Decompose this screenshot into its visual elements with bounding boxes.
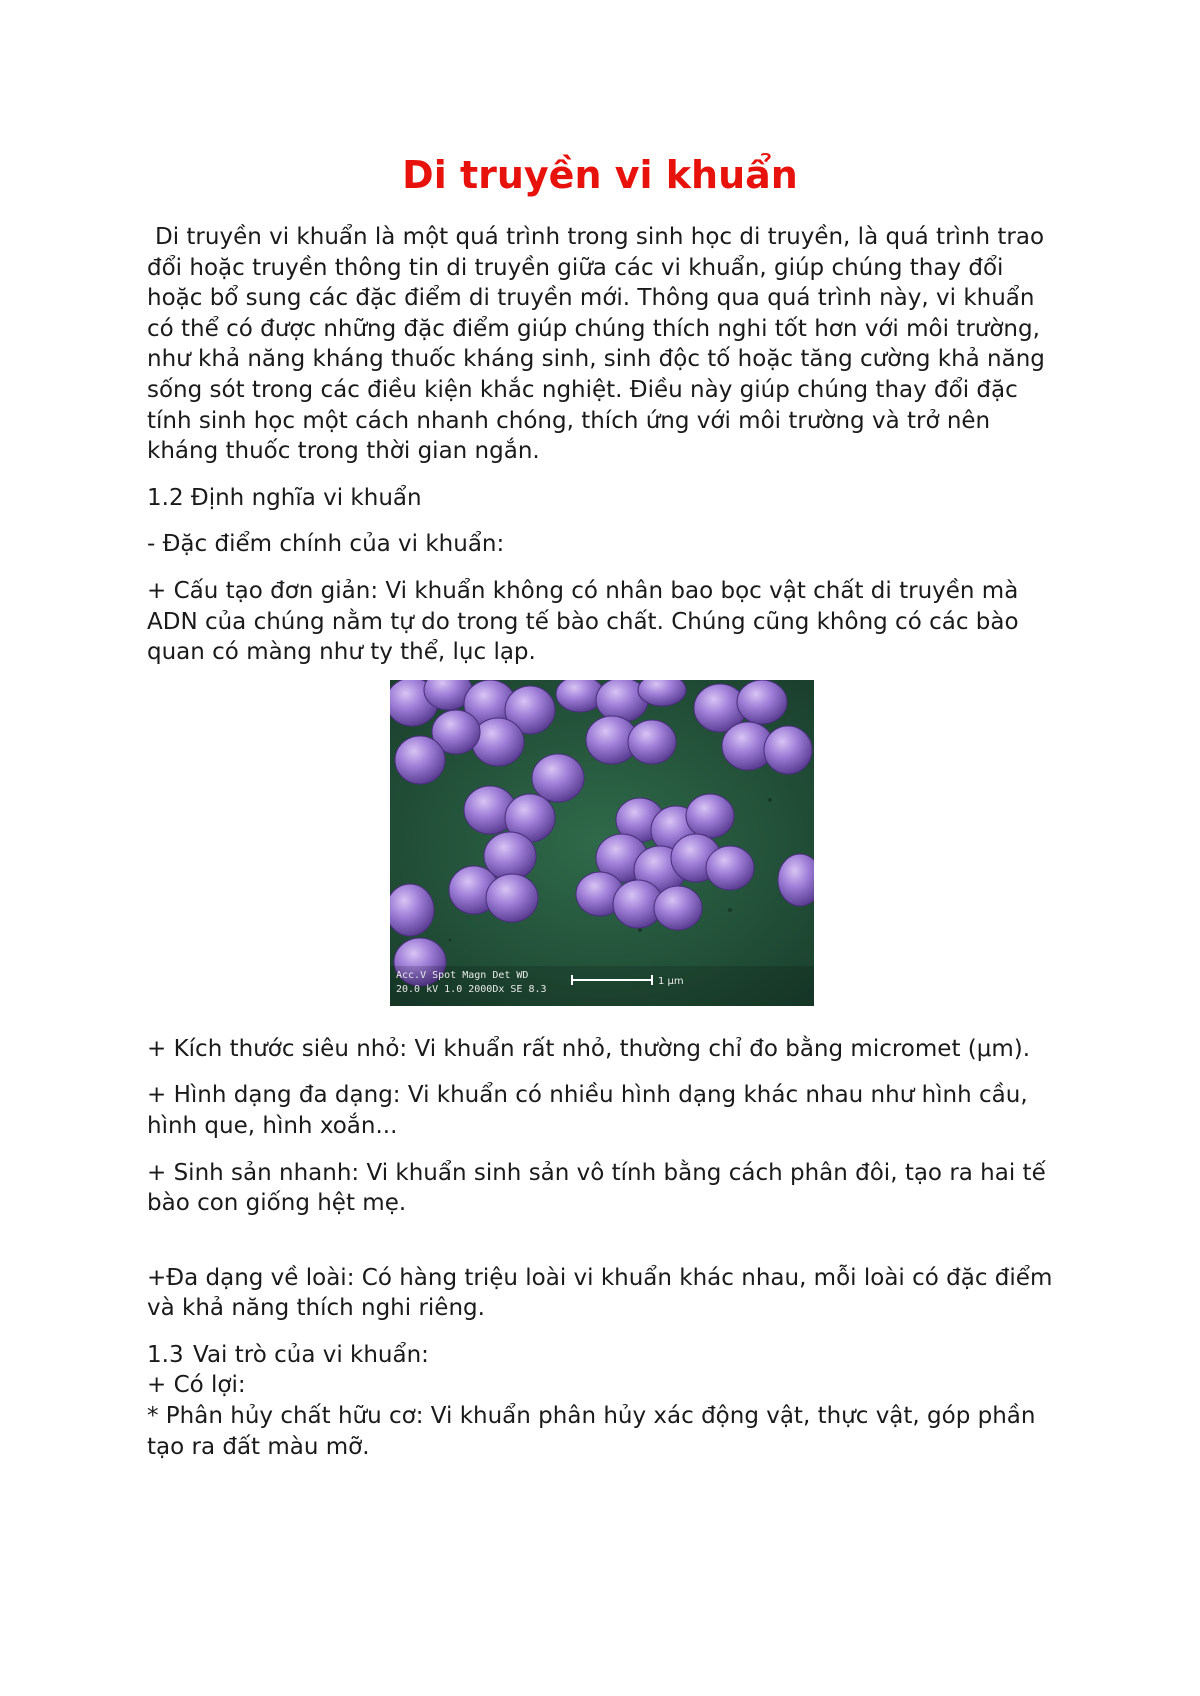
benefit-heading: + Có lợi:	[147, 1372, 246, 1399]
intro-paragraph: Di truyền vi khuẩn là một quá trình trong sinh học di truyền, là quá trình trao đổi hoặc truyền thông tin di truyền giữa các vi khuẩn, giúp chúng thay đổi hoặc bổ sung các đặc điểm di truyền mới. Thông qua quá trình này, vi khuẩn có thể có được những đặc điểm giúp chúng thích nghi tốt hơn với môi trường, như khả năng kháng thuốc kháng sinh, sinh độc tố hoặc tăng cường khả năng sống sót trong các điều kiện khắc nghiệt. Điều này giúp chúng thay đổi đặc tính sinh học một cách nhanh chóng, thích ứng với môi trường và trở nên kháng thuốc trong thời gian ngắn.	[147, 224, 1045, 465]
feature-shape: + Hình dạng đa dạng: Vi khuẩn có nhiều hình dạng khác nhau như hình cầu, hình que, hình xoắn...	[147, 1082, 1028, 1139]
section-heading-1-2: 1.2 Định nghĩa vi khuẩn	[147, 484, 422, 511]
scale-label: 1 μm	[658, 975, 684, 987]
document-title: Di truyền vi khuẩn	[402, 153, 798, 197]
features-heading: - Đặc điểm chính của vi khuẩn:	[147, 531, 505, 558]
feature-reproduction: + Sinh sản nhanh: Vi khuẩn sinh sản vô tính bằng cách phân đôi, tạo ra hai tế bào con giống hệt mẹ.	[147, 1159, 1046, 1217]
micrograph-caption-line1: Acc.V Spot Magn Det WD	[396, 969, 529, 981]
document-body	[147, 222, 1057, 1462]
feature-size: + Kích thước siêu nhỏ: Vi khuẩn rất nhỏ, thường chỉ đo bằng micromet (μm).	[147, 1035, 1031, 1062]
section-1-3-number: 1.3	[147, 1341, 184, 1368]
section-1-3-label: Vai trò của vi khuẩn:	[193, 1341, 429, 1368]
micrograph-caption-line2: 20.0 kV 1.0 2000Dx SE 8.3	[396, 983, 547, 995]
section-heading-1-3	[147, 1340, 1057, 1371]
bacteria-micrograph	[390, 680, 814, 1006]
feature-structure: + Cấu tạo đơn giản: Vi khuẩn không có nhân bao bọc vật chất di truyền mà ADN của chúng nằm tự do trong tế bào chất. Chúng cũng không có các bào quan có màng như ty thể, lục lạp.	[147, 577, 1019, 666]
benefit-item-1: * Phân hủy chất hữu cơ: Vi khuẩn phân hủy xác động vật, thực vật, góp phần tạo ra đất màu mỡ.	[147, 1403, 1036, 1460]
feature-diversity: +Đa dạng về loài: Có hàng triệu loài vi khuẩn khác nhau, mỗi loài có đặc điểm và khả năng thích nghi riêng.	[147, 1264, 1053, 1322]
